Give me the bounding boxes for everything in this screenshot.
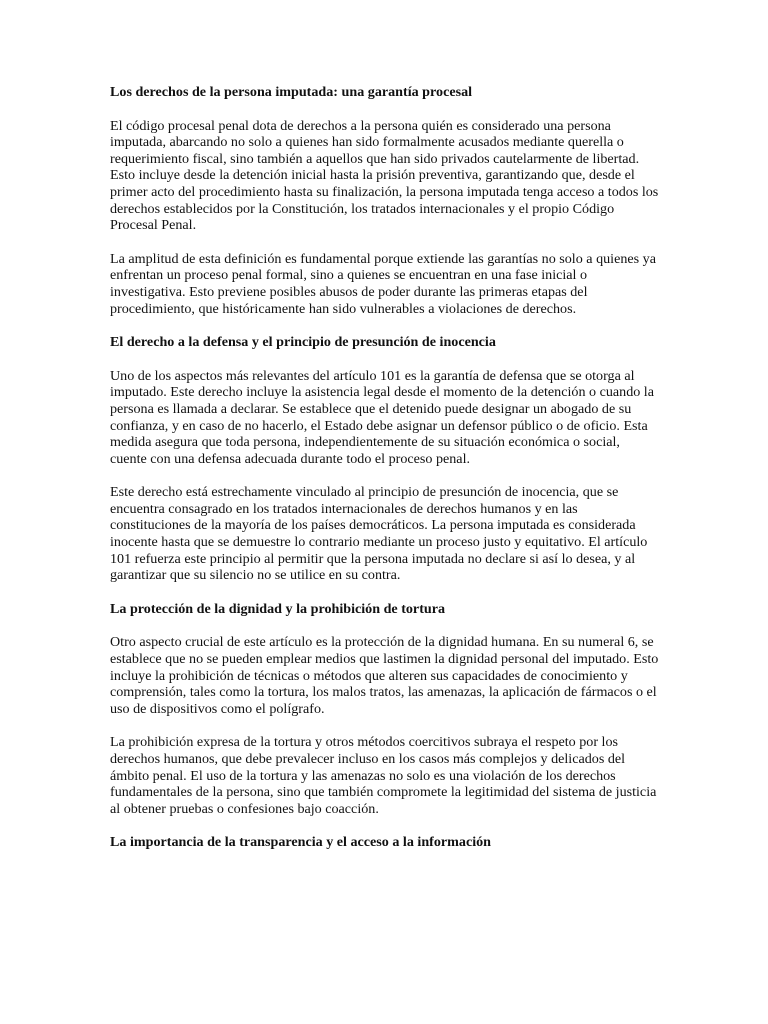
section-heading: La importancia de la transparencia y el acceso a la información	[110, 834, 492, 851]
paragraph: Uno de los aspectos más relevantes del artículo 101 es la garantía de defensa que se otorga al imputado. Este derecho incluye la asistencia legal desde el momento de la detención o cuando la persona es llamada a declarar. Se establece que el detenido puede designar un abogado de su confianza, y en caso de no hacerlo, el Estado debe asignar un defensor público o de oficio. Esta medida asegura que toda persona, independientemente de su situación económica o social, cuente con una defensa adecuada durante todo el proceso penal.	[110, 367, 654, 467]
section-heading: La protección de la dignidad y la prohibición de tortura	[110, 600, 446, 617]
paragraph: Este derecho está estrechamente vinculado al principio de presunción de inocencia, que se encuentra consagrado en los tratados internacionales de derechos humanos y en las constituciones de la mayoría de los países democráticos. La persona imputada es considerada inocente hasta que se demuestre lo contrario mediante un proceso justo y equitativo. El artículo 101 refuerza este principio al permitir que la persona imputada no declare si así lo desea, y al garantizar que su silencio no se utilice en su contra.	[110, 484, 648, 584]
section-heading: Los derechos de la persona imputada: una garantía procesal	[110, 84, 473, 100]
paragraph: Otro aspecto crucial de este artículo es la protección de la dignidad humana. En su numeral 6, se establece que no se pueden emplear medios que lastimen la dignidad personal del imputado. Esto incluye la prohibición de técnicas o métodos que alteren sus capacidades de conocimiento y comprensión, tales como la tortura, los malos tratos, las amenazas, la aplicación de fármacos o el uso de dispositivos como el polígrafo.	[110, 634, 659, 717]
paragraph: El código procesal penal dota de derechos a la persona quién es considerado una persona imputada, abarcando no solo a quienes han sido formalmente acusados mediante querella o requerimiento fiscal, sino también a aquellos que han sido privados cautelarmente de libertad. Esto incluye desde la detención inicial hasta la prisión preventiva, garantizando que, desde el primer acto del procedimiento hasta su finalización, la persona imputada tenga acceso a todos los derechos establecidos por la Constitución, los tratados internacionales y el propio Código Procesal Penal.	[110, 117, 659, 234]
section-heading: El derecho a la defensa y el principio de presunción de inocencia	[110, 334, 496, 351]
paragraph: La amplitud de esta definición es fundamental porque extiende las garantías no solo a quienes ya enfrentan un proceso penal formal, sino a quienes se encuentran en una fase inicial o investigativa. Esto previene posibles abusos de poder durante las primeras etapas del procedimiento, que históricamente han sido vulnerables a violaciones de derechos.	[110, 250, 656, 317]
paragraph: La prohibición expresa de la tortura y otros métodos coercitivos subraya el respeto por los derechos humanos, que debe prevalecer incluso en los casos más complejos y delicados del ámbito penal. El uso de la tortura y las amenazas no solo es una violación de los derechos fundamentales de la persona, sino que también compromete la legitimidad del sistema de justicia al obtener pruebas o confesiones bajo coacción.	[110, 734, 657, 817]
document-body	[110, 84, 660, 868]
